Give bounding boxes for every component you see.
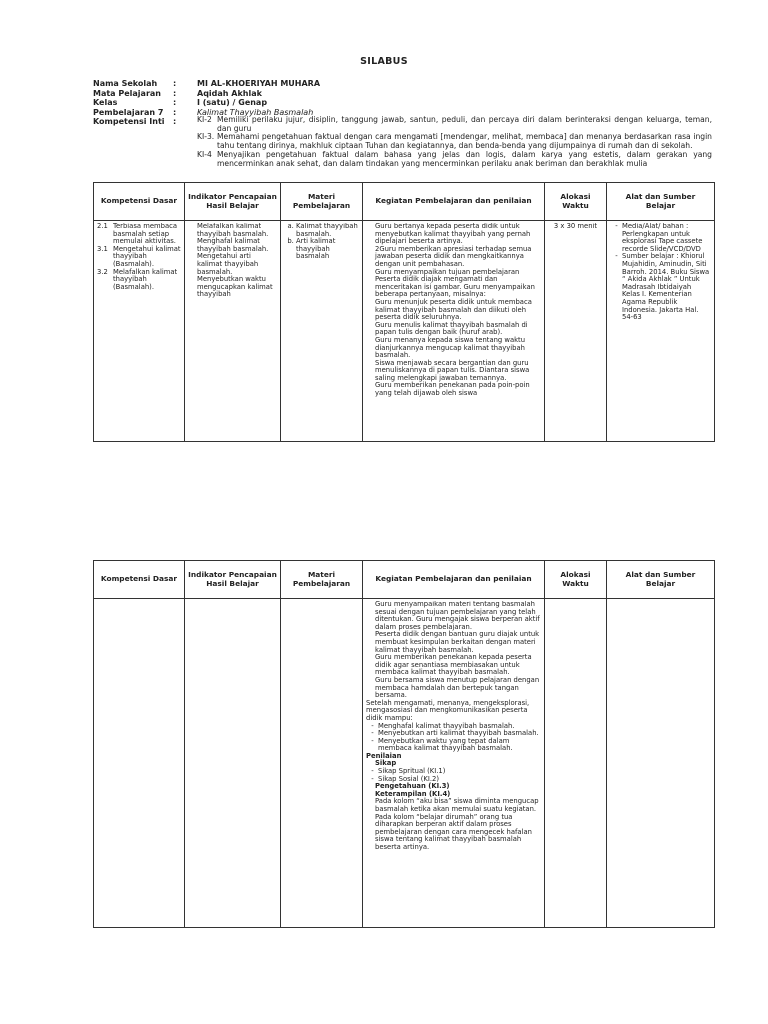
list-item: - Media/Alat/ bahan : Perlengkapan untuk eksplorasi Tape cassete recorde Slide/VCD/DVD bbox=[622, 223, 711, 253]
list-item: ▪ Melafalkan kalimat thayyibah basmalah. bbox=[197, 223, 277, 238]
identity-value: Kalimat Thayyibah Basmalah bbox=[197, 107, 314, 117]
identity-row bbox=[93, 89, 713, 99]
ki-item bbox=[197, 116, 712, 133]
identity-separator: : bbox=[173, 98, 177, 107]
list-item: ▪ Guru menanya kepada siswa tentang waktu dianjurkannya mengucap kalimat thayyibah basmalah. bbox=[375, 337, 541, 360]
column-header: Kegiatan Pembelajaran dan penilaian bbox=[363, 561, 545, 599]
identity-value: MI AL-KHOERIYAH MUHARA bbox=[197, 79, 321, 88]
syllabus-table-2 bbox=[93, 560, 715, 928]
kd-text: Terbiasa membaca basmalah setiap memulai aktivitas. bbox=[113, 223, 178, 246]
identity-label: Nama Sekolah bbox=[93, 79, 158, 88]
identity-label: Mata Pelajaran bbox=[93, 88, 161, 98]
kd-text: Mengetahui kalimat thayyibah (Basmalah). bbox=[113, 244, 181, 268]
identity-separator: : bbox=[173, 79, 177, 88]
kegiatan-cell bbox=[363, 221, 545, 442]
list-item: - Menghafal kalimat thayyibah basmalah. bbox=[378, 723, 541, 731]
identity-label: Kompetensi Inti bbox=[93, 117, 165, 126]
ki-number: KI-4 bbox=[197, 149, 212, 159]
list-item: ▪ Guru bertanya kepada peserta didik untuk menyebutkan kalimat thayyibah yang pernah dipelajari beserta artinya. bbox=[375, 223, 541, 246]
column-header: Indikator Pencapaian Hasil Belajar bbox=[185, 183, 281, 221]
kd-item bbox=[97, 246, 181, 269]
materi-cell bbox=[281, 221, 363, 442]
table-row bbox=[94, 599, 715, 928]
alokasi-cell bbox=[545, 221, 607, 442]
list-item: ▪ 2Guru memberikan apresiasi terhadap semua jawaban peserta didik dan mengkaitkannya dengan unit pembahasan. bbox=[375, 246, 541, 269]
table-row bbox=[94, 221, 715, 442]
ki-item bbox=[197, 133, 712, 150]
alat-sumber-cell bbox=[607, 599, 715, 928]
list-item: ▪ Siswa menjawab secara bergantian dan guru menuliskannya di papan tulis. Diantara siswa saling melengkapi jawaban temannya. bbox=[375, 360, 541, 383]
list-item: - Sikap Sosial (KI.2) bbox=[378, 776, 541, 784]
ki-text: Memiliki perilaku jujur, disiplin, tanggung jawab, santun, peduli, dan percaya diri dalam berinteraksi dengan keluarga, teman, dan guru bbox=[217, 115, 712, 133]
list-item: ▪ Guru memberikan penekanan kepada peserta didik agar senantiasa membiasakan untuk membaca kalimat thayyibah basmalah. bbox=[375, 654, 541, 677]
list-item: ▪ Pada kolom “aku bisa” siswa diminta mengucap basmalah ketika akan memulai suatu kegiatan. bbox=[375, 798, 541, 813]
list-item: b. Arti kalimat thayyibah basmalah bbox=[296, 238, 359, 261]
materi-cell bbox=[281, 599, 363, 928]
list-item: - Menyebutkan arti kalimat thayyibah basmalah. bbox=[378, 730, 541, 738]
outcome-intro: Setelah mengamati, menanya, mengeksplorasi, mengasosiasi dan mengkomunikasikan peserta didik mampu: bbox=[366, 698, 530, 722]
identity-row bbox=[93, 79, 713, 89]
table-header-row bbox=[94, 183, 715, 221]
column-header: Alat dan Sumber Belajar bbox=[607, 183, 715, 221]
list-item: ▪ Menyebutkan waktu mengucapkan kalimat thayyibah bbox=[197, 276, 277, 299]
kegiatan-cell bbox=[363, 599, 545, 928]
kd-number: 2.1 bbox=[97, 223, 108, 230]
column-header: Materi Pembelajaran bbox=[281, 561, 363, 599]
list-item: ▪ Guru menunjuk peserta didik untuk membaca kalimat thayyibah basmalah dan diikuti oleh peserta didik seluruhnya. bbox=[375, 299, 541, 322]
column-header: Alokasi Waktu bbox=[545, 561, 607, 599]
list-item: ▪ Guru menyampaikan materi tentang basmalah sesuai dengan tujuan pembelajaran yang telah ditentukan. Guru mengajak siswa berperan aktif dalam proses pembelajaran. bbox=[375, 601, 541, 631]
identity-row bbox=[93, 98, 713, 108]
list-item: - Sumber belajar : Khiorul Mujahidin, Aminudin, Siti Barroh. 2014. Buku Siswa “ Akida Akhlak ” Untuk Madrasah Ibtidaiyah Kelas I. Kementerian Agama Republik Indonesia. Jakarta Hal. 54-63 bbox=[622, 253, 711, 321]
list-item: ▪ Peserta didik diajak mengamati dan menceritakan isi gambar. Guru menyampaikan beberapa pertanyaan, misalnya: bbox=[375, 276, 541, 299]
identity-separator: : bbox=[173, 88, 177, 98]
list-item: a. Kalimat thayyibah basmalah. bbox=[296, 223, 359, 238]
column-header: Kompetensi Dasar bbox=[94, 183, 185, 221]
identity-value: Aqidah Akhlak bbox=[197, 88, 262, 98]
identity-separator: : bbox=[173, 117, 177, 126]
kd-item bbox=[97, 223, 181, 246]
list-item: ▪ Guru menyampaikan tujuan pembelajaran bbox=[375, 269, 541, 277]
identity-separator: : bbox=[173, 107, 177, 117]
sikap-heading: ▪ Sikap bbox=[375, 760, 541, 768]
kd-text: Melafalkan kalimat thayyibah (Basmalah). bbox=[113, 267, 178, 291]
kompetensi-dasar-cell bbox=[94, 221, 185, 442]
identity-label: Kelas bbox=[93, 98, 118, 107]
ki-text: Menyajikan pengetahuan faktual dalam bahasa yang jelas dan logis, dalam karya yang estetis, dalam gerakan yang mencerminkan anak sehat, dan dalam tindakan yang mencerminkan perilaku anak beriman dan berakhlak mulia bbox=[217, 149, 712, 168]
list-item: ▪ Menghafal kalimat thayyibah basmalah. bbox=[197, 238, 277, 253]
list-item: ▪ Guru bersama siswa menutup pelajaran dengan membaca hamdalah dan bertepuk tangan bersama. bbox=[375, 677, 541, 700]
column-header: Alokasi Waktu bbox=[545, 183, 607, 221]
kd-item bbox=[97, 269, 181, 292]
list-item: - Menyebutkan waktu yang tepat dalam membaca kalimat thayyibah basmalah. bbox=[378, 738, 541, 753]
list-item: ▪ Guru menulis kalimat thayyibah basmalah di papan tulis dengan baik (huruf arab). bbox=[375, 322, 541, 337]
kompetensi-inti-list bbox=[197, 116, 712, 168]
table-header-row bbox=[94, 561, 715, 599]
kd-number: 3.1 bbox=[97, 244, 108, 253]
list-item: - Sikap Spritual (KI.1) bbox=[378, 768, 541, 776]
keterampilan-heading: ▪ Keterampilan (KI.4) bbox=[375, 791, 541, 799]
page-title: SILABUS bbox=[360, 56, 408, 67]
indikator-cell bbox=[185, 221, 281, 442]
column-header: Materi Pembelajaran bbox=[281, 183, 363, 221]
kompetensi-dasar-cell bbox=[94, 599, 185, 928]
column-header: Indikator Pencapaian Hasil Belajar bbox=[185, 561, 281, 599]
identity-value: I (satu) / Genap bbox=[197, 98, 268, 107]
list-item: ▪ Mengetahui arti kalimat thayyibah basmalah. bbox=[197, 253, 277, 276]
pengetahuan-heading: ▪ Pengetahuan (KI.3) bbox=[375, 783, 541, 791]
kd-number: 3.2 bbox=[97, 267, 108, 276]
identity-label: Pembelajaran 7 bbox=[93, 107, 164, 117]
ki-number: KI-2 bbox=[197, 115, 212, 124]
alokasi-value: 3 x 30 menit bbox=[553, 223, 598, 230]
column-header: Alat dan Sumber Belajar bbox=[607, 561, 715, 599]
alokasi-cell bbox=[545, 599, 607, 928]
alat-sumber-cell bbox=[607, 221, 715, 442]
list-item: ▪ Guru memberikan penekanan pada poin-poin yang telah dijawab oleh siswa bbox=[375, 382, 541, 397]
list-item: ▪ Pada kolom “belajar dirumah” orang tua diharapkan berperan aktif dalam proses pembelajaran dengan cara mengecek hafalan siswa tentang kalimat thayyibah basmalah beserta artinya. bbox=[375, 814, 541, 852]
list-item: ▪ Peserta didik dengan bantuan guru diajak untuk membuat kesimpulan berkaitan dengan materi kalimat thayyibah basmalah. bbox=[375, 631, 541, 654]
indikator-cell bbox=[185, 599, 281, 928]
syllabus-table-1 bbox=[93, 182, 715, 442]
column-header: Kompetensi Dasar bbox=[94, 561, 185, 599]
penilaian-heading: Penilaian bbox=[366, 751, 402, 760]
column-header: Kegiatan Pembelajaran dan penilaian bbox=[363, 183, 545, 221]
ki-item bbox=[197, 151, 712, 168]
ki-text: Memahami pengetahuan faktual dengan cara mengamati [mendengar, melihat, membaca] dan menanya berdasarkan rasa ingin tahu tentang dirinya, makhluk ciptaan Tuhan dan kegiatannya, dan benda-benda yang dijumpainya di rumah dan di sekolah. bbox=[217, 132, 712, 151]
ki-number: KI-3. bbox=[197, 132, 215, 142]
